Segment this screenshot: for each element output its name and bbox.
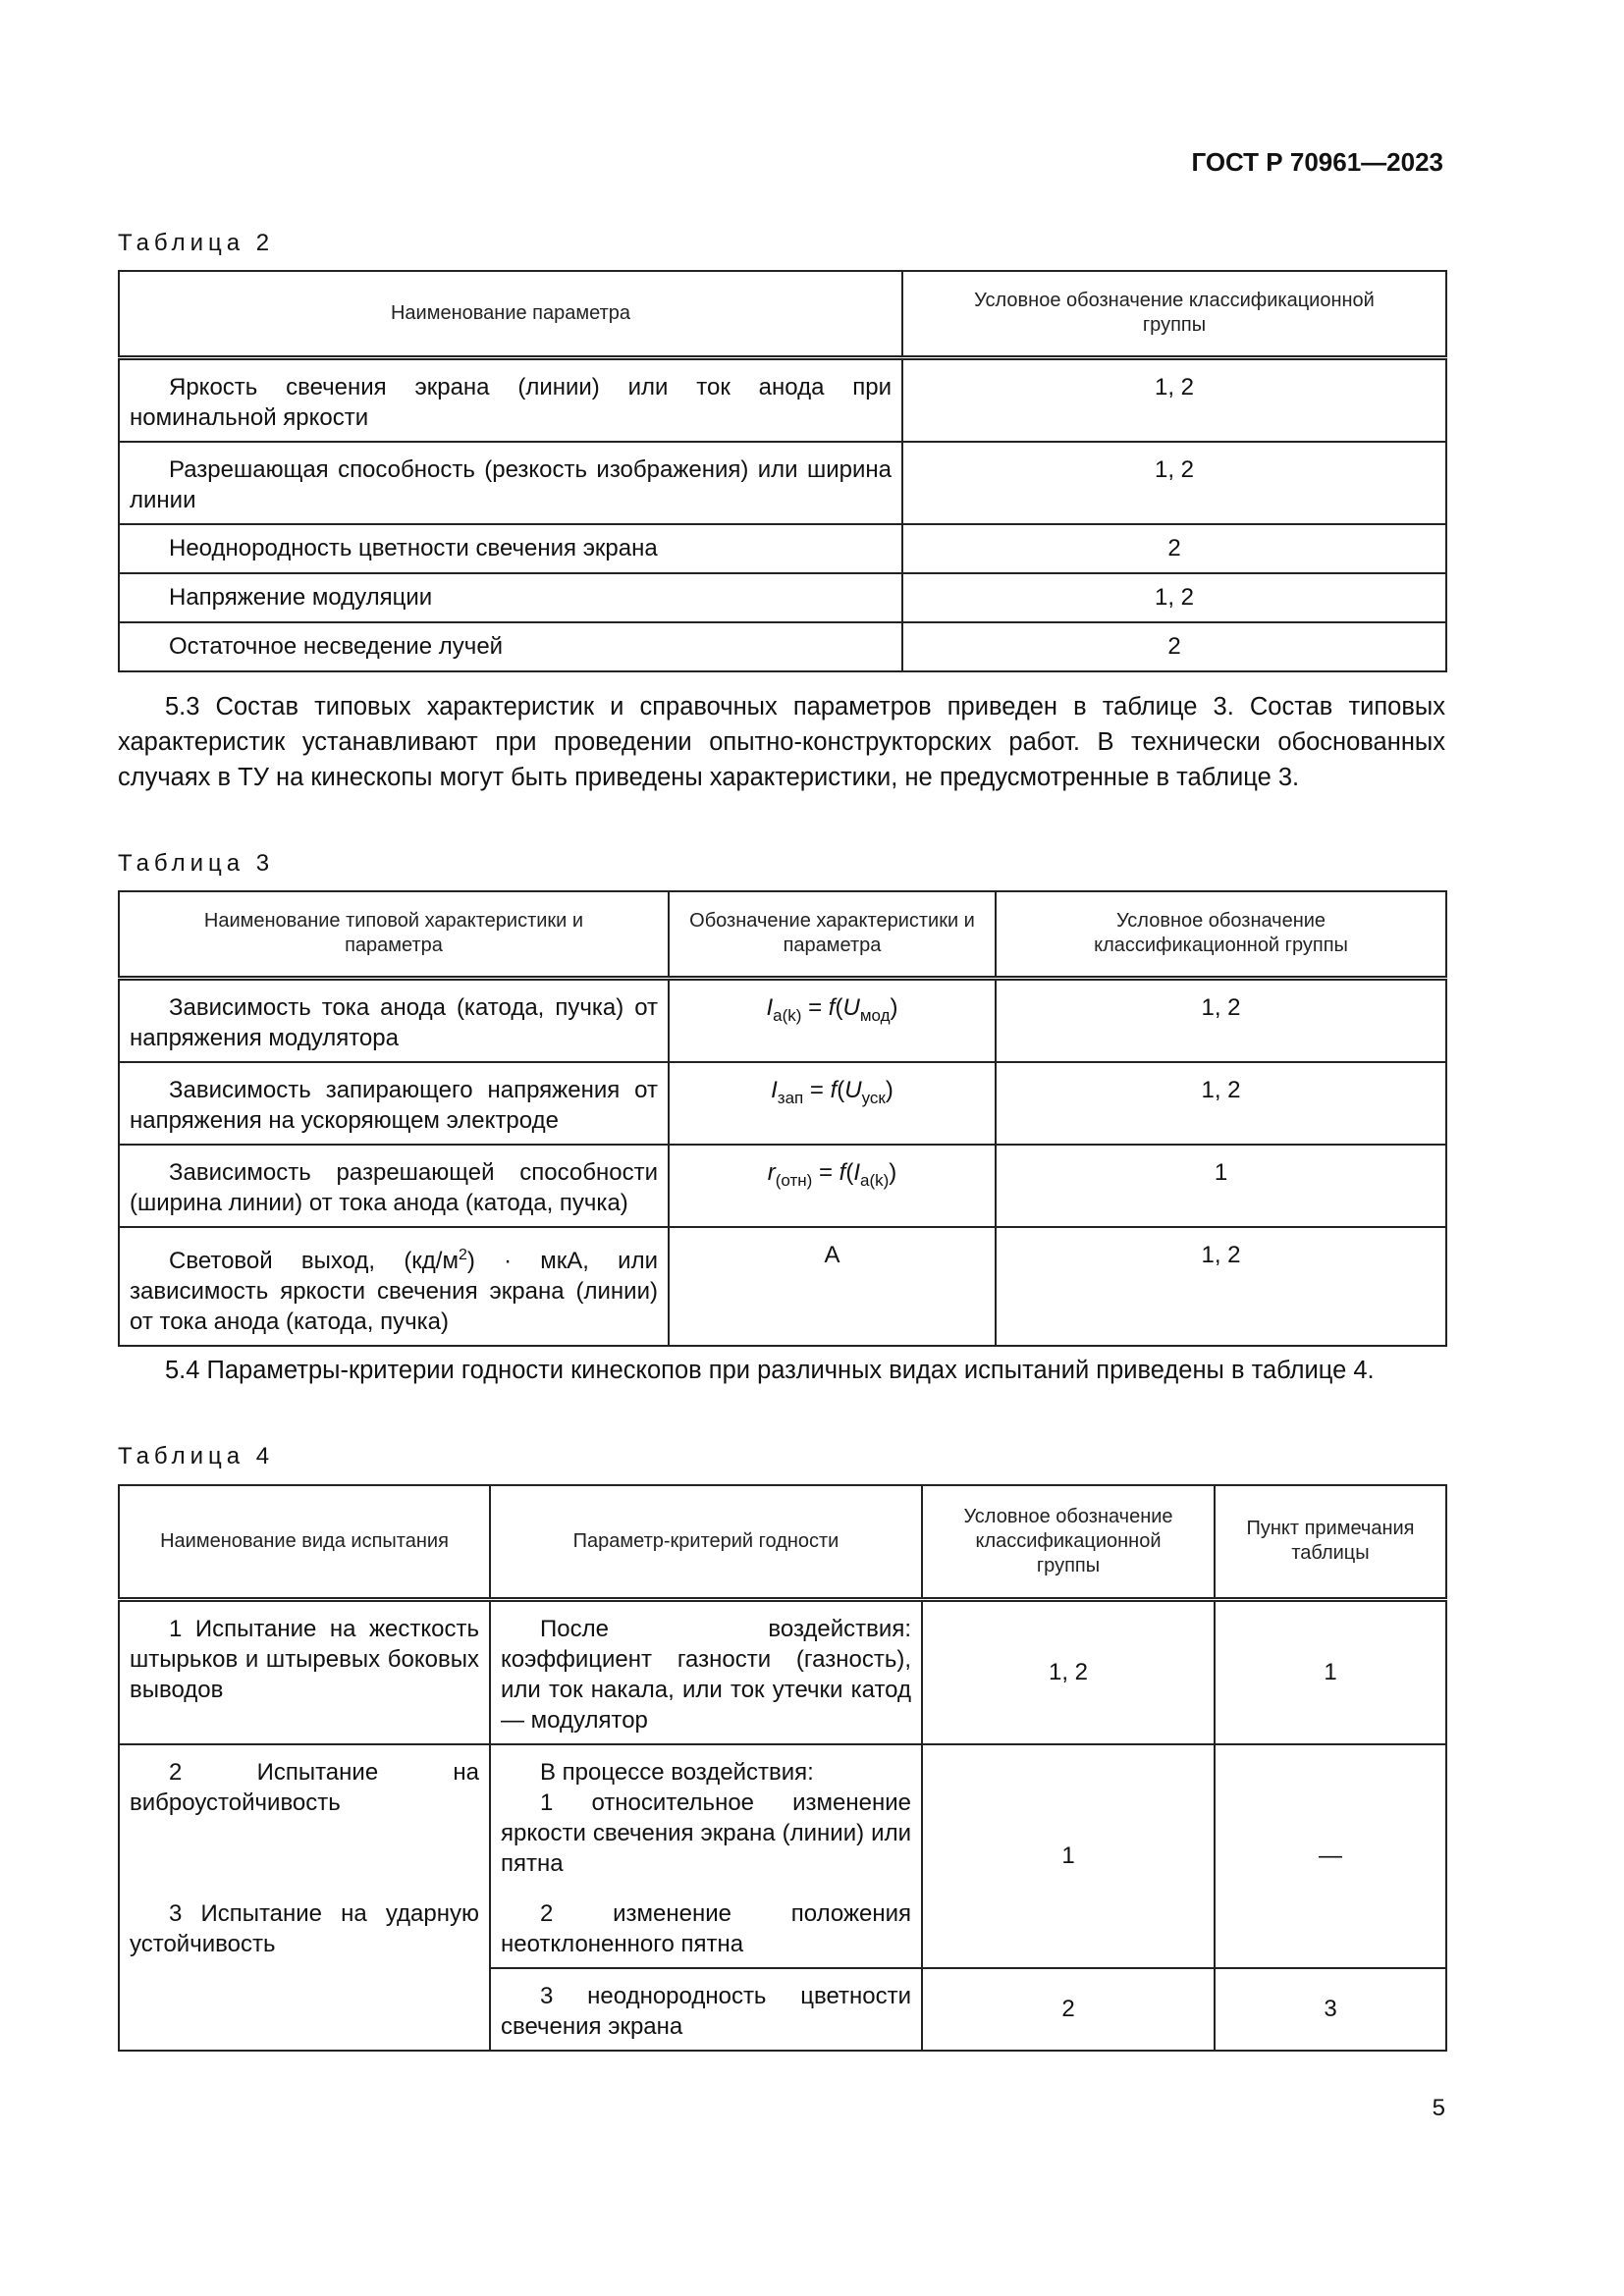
table-2-row-5-name: Остаточное несведение лучей (119, 622, 902, 671)
table-2-row-4-group: 1, 2 (902, 573, 1446, 622)
table-4-row-1-note: 1 (1215, 1599, 1446, 1744)
table-4-row-3-criterion: 3 неоднородность цветности свечения экрана (490, 1968, 922, 2051)
table-2-row-2-group: 1, 2 (902, 442, 1446, 524)
criterion-2: 2 изменение положения неотклоненного пятна (501, 1899, 911, 1957)
table-3-row-1-symbol: $I_{а(k)} = f(U_{мод})$ (669, 978, 996, 1062)
table-3-row-2-name: Зависимость запирающего напряжения от напряжения на ускоряющем электроде (119, 1062, 669, 1145)
criterion-1: 1 относительное изменение яркости свечения экрана (линии) или пятна (501, 1789, 911, 1877)
table-4-row-1-name: 1 Испытание на жесткость штырьков и штыревых боковых выводов (119, 1599, 490, 1744)
table-4-row-2-criteria (490, 1744, 922, 1968)
table-2-row-4-name: Напряжение модуляции (119, 573, 902, 622)
page-number: 5 (1432, 2095, 1445, 2121)
table-4 (118, 1484, 1447, 2052)
table-3-caption: Таблица 3 (118, 850, 275, 877)
table-3-row-3-name: Зависимость разрешающей способности (ширина линии) от тока анода (катода, пучка) (119, 1145, 669, 1227)
table-3-row-4-name: Световой выход, $(кд/м^2)$ · мкА, или зависимость яркости свечения экрана (линии) от тока анода (катода, пучка) (119, 1227, 669, 1346)
table-4-row-2-group: 1 (922, 1744, 1215, 1968)
table-4-row-2-note: — (1215, 1744, 1446, 1968)
table-4-row-1-criterion: После воздействия: коэффициент газности (газность), или ток накала, или ток утечки катод — модулятор (490, 1599, 922, 1744)
table-2-row-1-group: 1, 2 (902, 357, 1446, 442)
table-4-caption: Таблица 4 (118, 1443, 275, 1469)
table-3-row-3-group: 1 (996, 1145, 1446, 1227)
table-2-row-2-name: Разрешающая способность (резкость изображения) или ширина линии (119, 442, 902, 524)
table-2-row-3-name: Неоднородность цветности свечения экрана (119, 524, 902, 573)
table-3-header-name: Наименование типовой характеристики и параметра (119, 891, 669, 978)
table-3-row-1-group: 1, 2 (996, 978, 1446, 1062)
table-2-caption: Таблица 2 (118, 230, 275, 256)
criterion-heading: В процессе воздействия: (540, 1758, 814, 1786)
table-2-row-5-group: 2 (902, 622, 1446, 671)
table-3-row-2-symbol: $I_{зап} = f(U_{уск})$ (669, 1062, 996, 1145)
paragraph-5-3: 5.3 Состав типовых характеристик и справочных параметров приведен в таблице 3. Состав типовых характеристик устанавливают при проведении опытно-конструкторских работ. В технически обоснованных случаях в ТУ на кинескопы могут быть приведены характеристики, не предусмотренные в таблице 3. (118, 693, 1445, 791)
table-3 (118, 890, 1447, 1347)
table-2-row-3-group: 2 (902, 524, 1446, 573)
table-4-header-group: Условное обозначение классификационной группы (922, 1485, 1215, 1599)
table-4-header-name: Наименование вида испытания (119, 1485, 490, 1599)
table-3-row-2-group: 1, 2 (996, 1062, 1446, 1145)
table-2 (118, 270, 1447, 672)
table-4-row-3-group: 2 (922, 1968, 1215, 2051)
table-2-header-name: Наименование параметра (119, 271, 902, 357)
table-3-row-3-symbol: $r_{(отн)} = f(I_{а(k)})$ (669, 1145, 996, 1227)
table-2-header-group: Условное обозначение классификационной группы (902, 271, 1446, 357)
test-shock-name: 3 Испытание на ударную устойчивость (130, 1899, 479, 1957)
test-vibration-name: 2 Испытание на виброустойчивость (130, 1758, 479, 1816)
table-3-row-1-name: Зависимость тока анода (катода, пучка) от напряжения модулятора (119, 978, 669, 1062)
table-3-row-4-symbol: А (669, 1227, 996, 1346)
table-3-header-symbol: Обозначение характеристики и параметра (669, 891, 996, 978)
paragraph-5-4: 5.4 Параметры-критерии годности кинескопов при различных видах испытаний приведены в таблице 4. (165, 1357, 1375, 1384)
document-standard-number: ГОСТ Р 70961—2023 (1191, 147, 1443, 177)
table-4-row-3-note: 3 (1215, 1968, 1446, 2051)
table-2-row-1-name: Яркость свечения экрана (линии) или ток анода при номинальной яркости (119, 357, 902, 442)
table-4-row-1-group: 1, 2 (922, 1599, 1215, 1744)
table-4-header-criterion: Параметр-критерий годности (490, 1485, 922, 1599)
table-3-header-group: Условное обозначение классификационной группы (996, 891, 1446, 978)
table-3-row-4-group: 1, 2 (996, 1227, 1446, 1346)
table-4-header-note: Пункт примечания таблицы (1215, 1485, 1446, 1599)
table-4-row-2-names (119, 1744, 490, 2051)
